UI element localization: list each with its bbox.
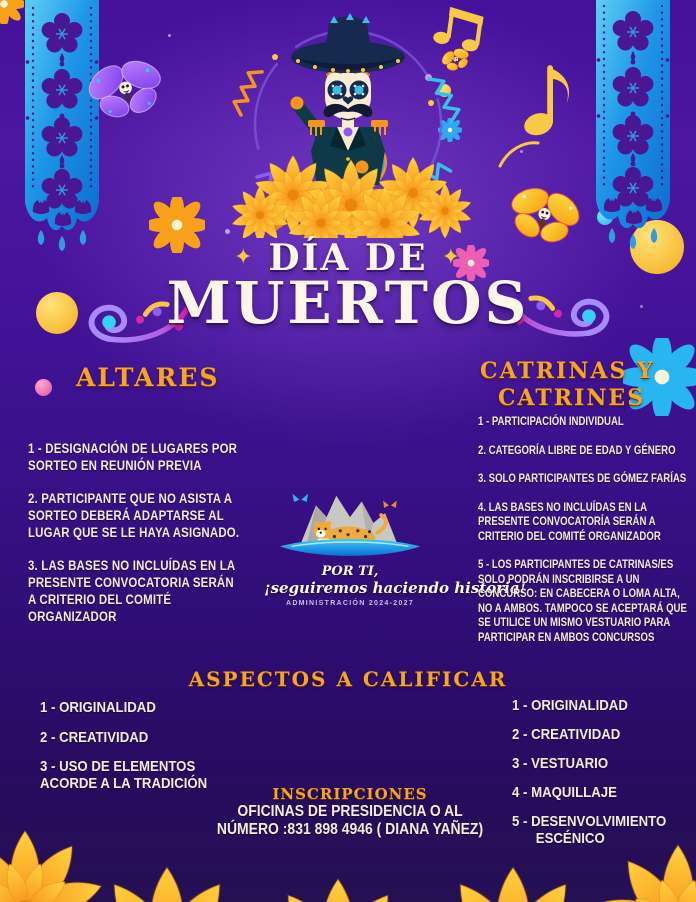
catrinas-title <box>480 358 655 412</box>
inscripciones-title: INSCRIPCIONES <box>272 785 428 803</box>
catrinas-item: 4. LAS BASES NO INCLUÍDAS EN LA PRESENTE CONVOCATORÍA SERÁN A CRITERIO DEL COMITÉ ORGANIZADOR <box>478 499 661 543</box>
catrinas-item: 5 - LOS PARTICIPANTES DE CATRINAS/ES SOLO PODRÁN INSCRIBIRSE A UN CONCURSO: EN CABECERA O LOMA ALTA, NO A AMBOS. TAMPOCO SE ACEPTARÁ QUE SE UTILICE UN MISMO VESTUARIO PARA PARTICIPAR EN AMBOS CONCURSOS <box>478 557 687 644</box>
municipal-logo <box>264 484 527 608</box>
altares-item: 1 - DESIGNACIÓN DE LUGARES POR SORTEO EN REUNIÓN PREVIA <box>28 441 238 473</box>
purple-butterfly-icon <box>77 44 175 136</box>
mariachi-skeleton-illustration <box>223 0 473 238</box>
aspectos-left-item: 3 - USO DE ELEMENTOS ACORDE A LA TRADICIÓN <box>40 758 208 792</box>
sparkle-icon: ✦ <box>233 245 255 270</box>
aspectos-right-item: 2 - CREATIVIDAD <box>512 726 621 743</box>
inscripciones-section <box>166 786 534 840</box>
orange-flower-icon <box>0 0 24 24</box>
aspectos-right-item: 3 - VESTUARIO <box>512 755 609 772</box>
aspectos-right-item: 4 - MAQUILLAJE <box>512 784 617 801</box>
aspectos-left-item: 2 - CREATIVIDAD <box>40 728 149 746</box>
music-note-icon <box>522 58 584 140</box>
title-dia-de: DÍA DE <box>268 237 428 279</box>
catrinas-title-line1: CATRINAS Y <box>480 358 655 384</box>
aspectos-right-item: 5 - DESENVOLVIMIENTO ESCÉNICO <box>512 813 667 847</box>
altares-item: 2. PARTICIPANTE QUE NO ASISTA A SORTEO DEBERÁ ADAPTARSE AL LUGAR QUE SE LE HAYA ASIGNADO. <box>28 491 240 540</box>
title-line-2 <box>0 269 696 337</box>
logo-administration: ADMINISTRACIÓN 2024-2027 <box>285 600 415 608</box>
inscripciones-line1: OFICINAS DE PRESIDENCIA O AL <box>237 802 463 820</box>
title-muertos: MUERTOS <box>166 269 530 337</box>
catrinas-item: 2. CATEGORÍA LIBRE DE EDAD Y GÉNERO <box>478 442 676 457</box>
catrinas-item: 3. SOLO PARTICIPANTES DE GÓMEZ FARÍAS <box>478 471 687 485</box>
marigold-flower-icon <box>248 874 428 902</box>
aspectos-right-list <box>512 697 690 859</box>
aspectos-left-item: 1 - ORIGINALIDAD <box>40 699 156 716</box>
catrinas-list <box>478 414 689 658</box>
music-curve-icon <box>498 136 542 172</box>
papel-picado-right <box>588 0 678 254</box>
marigold-flower-icon <box>418 862 608 902</box>
speck-dot <box>168 34 171 37</box>
altares-item: 3. LAS BASES NO INCLUÍDAS EN LA PRESENTE CONVOCATORIA SERÁN A CRITERIO DEL COMITÉ ORGANIZADOR <box>28 558 235 624</box>
catrinas-title-line2: CATRINES <box>498 385 646 411</box>
altares-bullet-dot <box>35 379 52 396</box>
jaguar-mountain-logo-icon <box>270 484 430 560</box>
logo-tagline-line1: POR TI, <box>321 564 379 579</box>
inscripciones-line2: NÚMERO :831 898 4946 ( DIANA YAÑEZ) <box>216 821 484 838</box>
aspectos-right-item: 1 - ORIGINALIDAD <box>512 697 628 714</box>
aspectos-title: ASPECTOS A CALIFICAR <box>188 667 508 691</box>
catrinas-item: 1 - PARTICIPACIÓN INDIVIDUAL <box>478 414 624 428</box>
altares-list <box>28 440 244 641</box>
logo-tagline-line2: ¡seguiremos haciendo historia! <box>264 578 527 597</box>
marigold-flower-icon <box>72 862 262 902</box>
altares-title: ALTARES <box>76 363 220 392</box>
sparkle-icon: ✦ <box>441 245 463 270</box>
